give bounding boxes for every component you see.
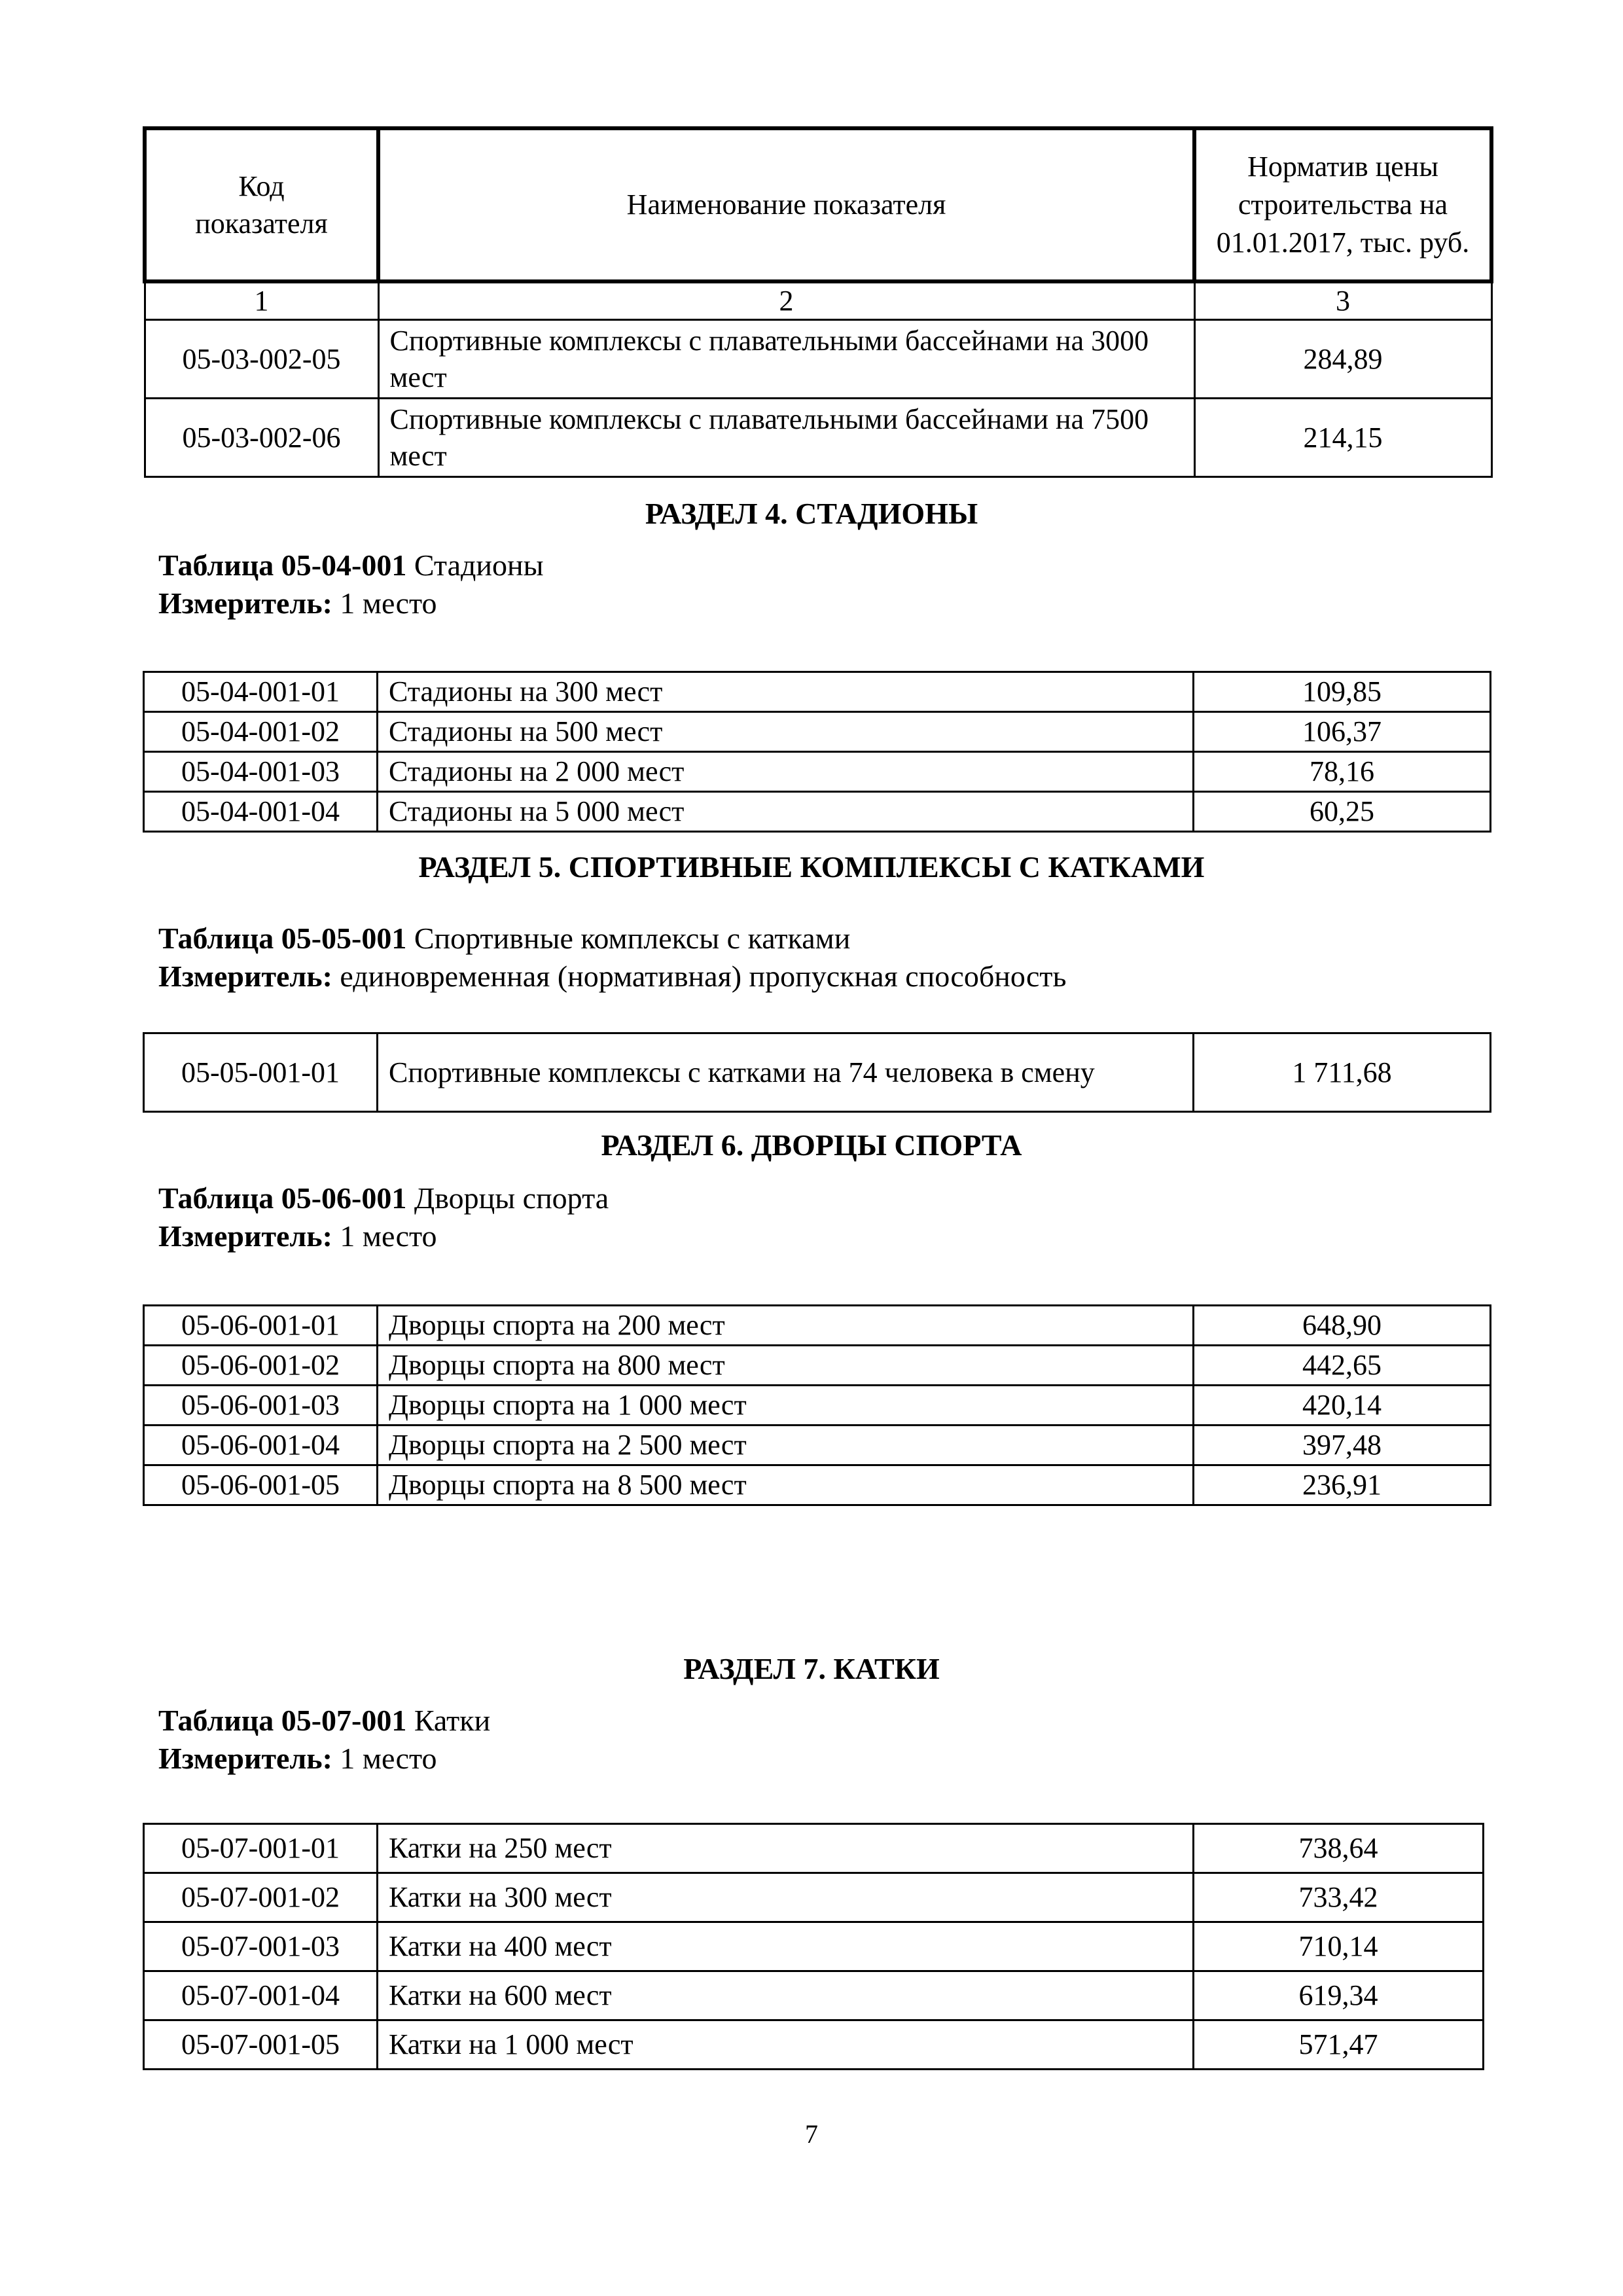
row-value: 710,14 <box>1194 1922 1484 1971</box>
row-code: 05-04-001-02 <box>144 712 378 752</box>
row-value: 571,47 <box>1194 2020 1484 2070</box>
table-row <box>144 792 1491 832</box>
section7-title: РАЗДЕЛ 7. КАТКИ <box>683 1652 940 1685</box>
row-name: Спортивные комплексы с катками на 74 человека в смену <box>378 1033 1194 1112</box>
row-value: 1 711,68 <box>1194 1033 1491 1112</box>
row-name: Дворцы спорта на 8 500 мест <box>378 1465 1194 1505</box>
section7-caption <box>158 1702 490 1778</box>
header-table-block <box>143 126 1489 478</box>
header-num-2: 2 <box>378 281 1194 320</box>
table-row <box>145 399 1491 477</box>
row-name: Стадионы на 2 000 мест <box>378 752 1194 792</box>
row-name: Стадионы на 5 000 мест <box>378 792 1194 832</box>
section4-table <box>143 671 1491 833</box>
row-name: Дворцы спорта на 800 мест <box>378 1346 1194 1386</box>
row-name: Катки на 600 мест <box>378 1971 1194 2020</box>
row-value: 60,25 <box>1194 792 1491 832</box>
row-code: 05-06-001-04 <box>144 1426 378 1465</box>
row-value: 420,14 <box>1194 1386 1491 1426</box>
section7-table-label: Таблица 05-07-001 <box>158 1704 407 1737</box>
row-code: 05-06-001-05 <box>144 1465 378 1505</box>
table-row <box>144 1306 1491 1346</box>
section4-table-name: Стадионы <box>414 548 544 582</box>
table-row <box>144 1386 1491 1426</box>
table-row <box>144 752 1491 792</box>
section4-title: РАЗДЕЛ 4. СТАДИОНЫ <box>645 497 978 530</box>
row-value: 284,89 <box>1194 320 1491 399</box>
section7-table-name: Катки <box>414 1704 491 1737</box>
row-name: Стадионы на 500 мест <box>378 712 1194 752</box>
section5-meter-value: единовременная (нормативная) пропускная способность <box>340 960 1067 993</box>
row-name: Катки на 1 000 мест <box>378 2020 1194 2070</box>
section4-table-label: Таблица 05-04-001 <box>158 548 407 582</box>
row-value: 236,91 <box>1194 1465 1491 1505</box>
row-value: 442,65 <box>1194 1346 1491 1386</box>
table-row <box>144 1465 1491 1505</box>
table-row <box>144 1873 1484 1922</box>
row-value: 738,64 <box>1194 1824 1484 1873</box>
row-name: Дворцы спорта на 200 мест <box>378 1306 1194 1346</box>
table-row <box>144 1033 1491 1112</box>
section6-caption <box>158 1179 609 1255</box>
page-number: 7 <box>805 2119 818 2149</box>
row-value: 78,16 <box>1194 752 1491 792</box>
table-row <box>144 1824 1484 1873</box>
row-code: 05-07-001-03 <box>144 1922 378 1971</box>
section6-meter-value: 1 место <box>340 1219 437 1253</box>
section5-caption <box>158 920 1067 996</box>
table-row <box>144 672 1491 712</box>
row-value: 619,34 <box>1194 1971 1484 2020</box>
section4-meter-label: Измеритель: <box>158 586 332 620</box>
header-name: Наименование показателя <box>378 128 1194 281</box>
table-row <box>144 1426 1491 1465</box>
row-code: 05-04-001-03 <box>144 752 378 792</box>
section5-table-name: Спортивные комплексы с катками <box>414 922 851 955</box>
row-name: Дворцы спорта на 2 500 мест <box>378 1426 1194 1465</box>
section5-meter-label: Измеритель: <box>158 960 332 993</box>
row-name: Спортивные комплексы с плавательными бассейнами на 7500 мест <box>378 399 1194 477</box>
row-name: Катки на 250 мест <box>378 1824 1194 1873</box>
row-code: 05-07-001-01 <box>144 1824 378 1873</box>
table-row <box>144 1922 1484 1971</box>
row-value: 214,15 <box>1194 399 1491 477</box>
row-value: 648,90 <box>1194 1306 1491 1346</box>
header-table <box>143 126 1493 478</box>
row-code: 05-06-001-03 <box>144 1386 378 1426</box>
section6-meter-label: Измеритель: <box>158 1219 332 1253</box>
row-value: 109,85 <box>1194 672 1491 712</box>
row-name: Спортивные комплексы с плавательными бассейнами на 3000 мест <box>378 320 1194 399</box>
table-row <box>144 2020 1484 2070</box>
row-code: 05-04-001-04 <box>144 792 378 832</box>
table-row <box>144 1346 1491 1386</box>
row-code: 05-07-001-04 <box>144 1971 378 2020</box>
section7-table-block <box>143 1823 1482 2070</box>
row-code: 05-04-001-01 <box>144 672 378 712</box>
row-code: 05-06-001-02 <box>144 1346 378 1386</box>
row-name: Стадионы на 300 мест <box>378 672 1194 712</box>
header-value: Норматив цены строительства на 01.01.2017, тыс. руб. <box>1194 128 1491 281</box>
header-code: Код показателя <box>145 128 378 281</box>
row-code: 05-03-002-05 <box>145 320 378 399</box>
row-code: 05-05-001-01 <box>144 1033 378 1112</box>
row-code: 05-07-001-05 <box>144 2020 378 2070</box>
row-name: Дворцы спорта на 1 000 мест <box>378 1386 1194 1426</box>
row-value: 397,48 <box>1194 1426 1491 1465</box>
section4-caption <box>158 547 544 622</box>
section4-meter-value: 1 место <box>340 586 437 620</box>
section5-table-block <box>143 1032 1489 1113</box>
section7-meter-label: Измеритель: <box>158 1742 332 1775</box>
row-value: 106,37 <box>1194 712 1491 752</box>
section4-table-block <box>143 671 1489 833</box>
section6-table-block <box>143 1304 1489 1506</box>
section5-table-label: Таблица 05-05-001 <box>158 922 407 955</box>
table-row <box>144 712 1491 752</box>
section6-table-name: Дворцы спорта <box>414 1181 609 1215</box>
section6-title: РАЗДЕЛ 6. ДВОРЦЫ СПОРТА <box>601 1128 1022 1162</box>
header-num-1: 1 <box>145 281 378 320</box>
section6-table <box>143 1304 1491 1506</box>
row-code: 05-03-002-06 <box>145 399 378 477</box>
row-code: 05-06-001-01 <box>144 1306 378 1346</box>
table-row <box>145 320 1491 399</box>
row-value: 733,42 <box>1194 1873 1484 1922</box>
section5-title: РАЗДЕЛ 5. СПОРТИВНЫЕ КОМПЛЕКСЫ С КАТКАМИ <box>418 850 1205 884</box>
row-name: Катки на 400 мест <box>378 1922 1194 1971</box>
header-num-3: 3 <box>1194 281 1491 320</box>
row-code: 05-07-001-02 <box>144 1873 378 1922</box>
table-row <box>144 1971 1484 2020</box>
section6-table-label: Таблица 05-06-001 <box>158 1181 407 1215</box>
row-name: Катки на 300 мест <box>378 1873 1194 1922</box>
section7-meter-value: 1 место <box>340 1742 437 1775</box>
section5-table <box>143 1032 1491 1113</box>
section7-table <box>143 1823 1484 2070</box>
